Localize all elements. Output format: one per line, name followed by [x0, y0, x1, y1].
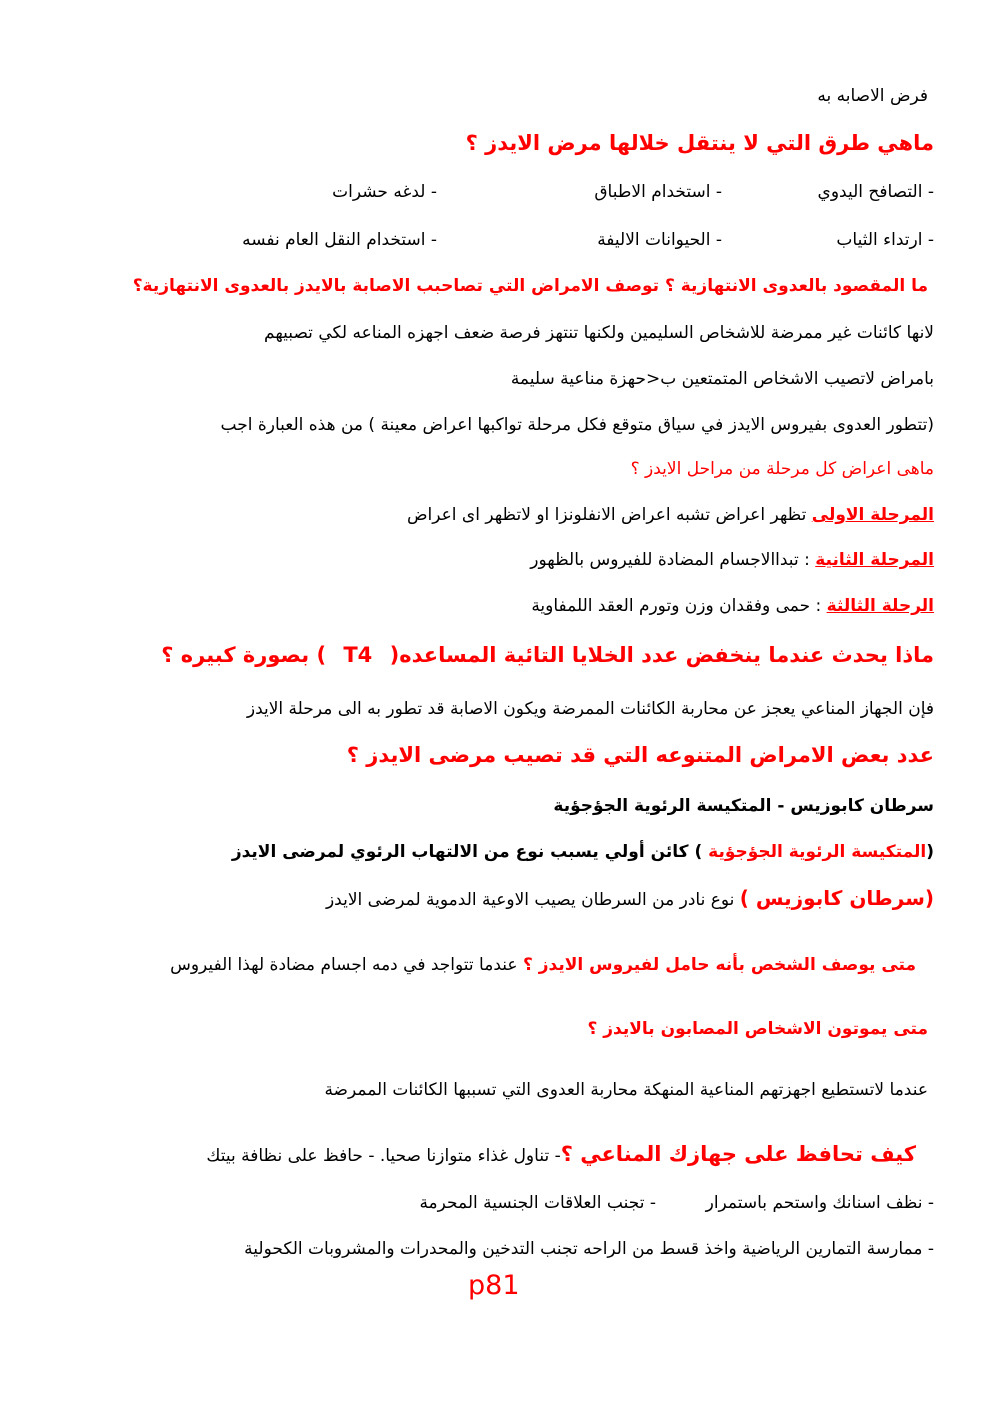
list-item: - استخدام الاطباق: [594, 182, 722, 202]
list-item: - الحيوانات الاليفة: [597, 230, 722, 250]
definition-text: نوع نادر من السرطان يصيب الاوعية الدموية لمرضى الايدز: [325, 890, 740, 910]
top-line: فرض الاصابه به: [817, 86, 928, 106]
no-transmission-row-2: [134, 228, 934, 252]
definition-kaposi: [326, 886, 934, 912]
stage-1: [407, 503, 934, 527]
statement-line: (تتطور العدوى بفيروس الايدز في سياق متوقع فكل مرحلة تواكبها اعراض معينة ) من هذه العبارة اجب: [220, 415, 934, 435]
list-item: - استخدام النقل العام نفسه: [242, 230, 437, 250]
stage-label: الرحلة الثالثة: [826, 596, 934, 616]
question-no-transmission: ماهي طرق التي لا ينتقل خلالها مرض الايدز ؟: [465, 131, 934, 155]
answer-t4: فإن الجهاز المناعي يعجز عن محاربة الكائنات الممرضة ويكون الاصابة قد تطور به الى مرحلة الايدز: [246, 699, 934, 719]
stage-label: المرحلة الاولى: [811, 505, 934, 525]
list-item: - تجنب العلاقات الجنسية المحرمة: [419, 1193, 656, 1213]
question-diseases: عدد بعض الامراض المتنوعه التي قد تصيب مرضى الايدز ؟: [346, 743, 934, 767]
list-item: - نظف اسنانك واستحم باستمرار: [705, 1193, 934, 1213]
protect-line-3: - ممارسة التمارين الرياضية واخذ قسط من الراحه تجنب التدخين والمحدرات والمشروبات الكحولية: [244, 1239, 934, 1259]
stage-text: : حمى وفقدان وزن وتورم العقد اللمفاوية: [531, 596, 827, 616]
no-transmission-row-1: [134, 180, 934, 204]
stage-text: : تبداالاجسام المضادة للفيروس بالظهور: [530, 550, 816, 570]
definition-term: (سرطان كابوزيس ): [739, 886, 934, 910]
definition-open: (: [926, 842, 934, 862]
answer-opportunistic-line-2: بامراض لاتصيب الاشخاص المتمتعين ب<حهزة مناعية سليمة: [510, 369, 934, 389]
answer-death: عندما لاتستطيع اجهزتهم المناعية المنهكة محاربة العدوى التي تسببها الكائنات الممرضة: [324, 1080, 928, 1100]
list-item: - لدغه حشرات: [332, 182, 437, 202]
stage-3: [531, 594, 934, 618]
page-number: p81: [468, 1270, 520, 1301]
question-protect-text: كيف تحافظ على جهازك المناعي ؟: [560, 1142, 916, 1166]
question-t4: [161, 641, 934, 669]
stage-label: المرحلة الثانية: [815, 550, 934, 570]
question-carrier-text: متى يوصف الشخص بأنه حامل لفيروس الايدز ؟: [522, 955, 916, 975]
diseases-list: سرطان كابوزيس - المتكيسة الرئوية الجؤجؤية: [553, 796, 934, 816]
answer-protect-inline: - تناول غذاء متوازنا صحيا. - حافظ على نظافة بيتك: [206, 1146, 561, 1166]
question-carrier: [170, 953, 916, 977]
question-stages: ماهى اعراض كل مرحلة من مراحل الايدز ؟: [630, 459, 934, 479]
answer-opportunistic-line-1: لانها كائنات غير ممرضة للاشخاص السليمين ولكنها تنتهز فرصة ضعف اجهزه المناعه لكي تصبيهم: [264, 323, 934, 343]
question-t4-part-2: ) بصورة كبيره ؟: [161, 643, 327, 667]
stage-2: [530, 548, 934, 572]
definition-term: المتكيسة الرئوية الجؤجؤية: [708, 842, 927, 862]
question-protect: [206, 1140, 916, 1168]
question-t4-part-1: ماذا يحدث عندما ينخفض عدد الخلايا التائية المساعده(: [389, 643, 934, 667]
definition-text: ) كائن أولي يسبب نوع من الالتهاب الرئوي لمرضى الايدز: [231, 842, 709, 862]
question-death: متى يموتون الاشخاص المصابون بالايدز ؟: [587, 1019, 928, 1039]
stage-text: تظهر اعراض تشبه اعراض الانفلونزا او لاتظهر اى اعراض: [406, 505, 812, 525]
list-item: - ارتداء الثياب: [836, 230, 934, 250]
t4-label: T4: [343, 643, 373, 667]
question-opportunistic: ما المقصود بالعدوى الانتهازية ؟ توصف الامراض التي تصاحبب الاصابة بالايدز بالعدوى الانتهازية؟: [132, 276, 928, 296]
definition-pneumocystis: [232, 840, 934, 864]
list-item: - التصافح اليدوي: [817, 182, 934, 202]
answer-carrier: عندما تتواجد في دمه اجسام مضادة لهذا الفيروس: [170, 955, 523, 975]
protect-line-2: [419, 1191, 934, 1215]
